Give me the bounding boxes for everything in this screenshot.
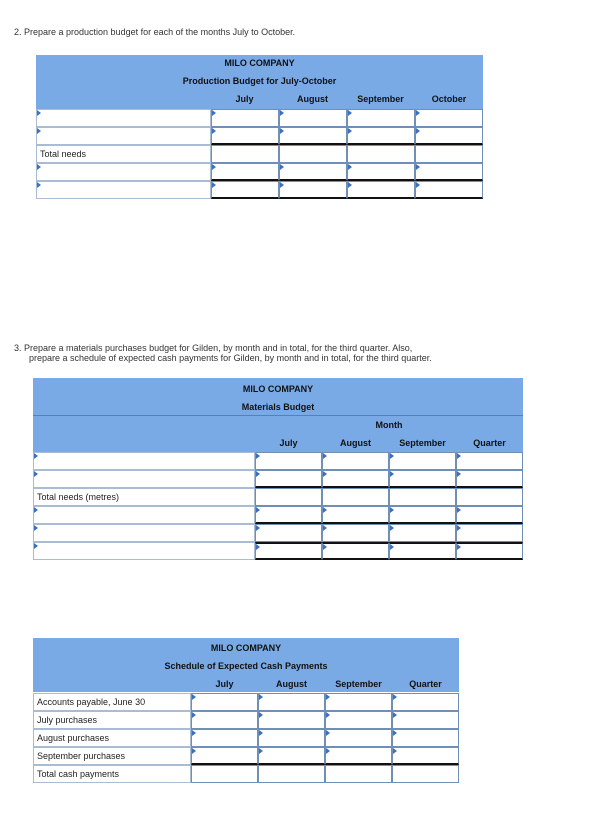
- materials-row-2-september[interactable]: [389, 470, 456, 488]
- materials-row-2-quarter[interactable]: [456, 470, 523, 488]
- materials-company: MILO COMPANY: [242, 384, 314, 394]
- materials-row-2-august[interactable]: [322, 470, 389, 488]
- cash-row-4-august[interactable]: [258, 747, 325, 765]
- production-title: Production Budget for July-October: [182, 76, 337, 86]
- production-total-needs-label: Total needs: [36, 145, 211, 163]
- materials-row-6-august[interactable]: [322, 542, 389, 560]
- materials-col-september: September: [399, 438, 446, 448]
- production-row-4-august[interactable]: [279, 163, 347, 181]
- materials-row-5-quarter[interactable]: [456, 524, 523, 542]
- materials-total-needs-label: Total needs (metres): [33, 488, 255, 506]
- production-row-5-label[interactable]: [36, 181, 211, 199]
- materials-row-1-august[interactable]: [322, 452, 389, 470]
- cash-row-accounts-payable-label: Accounts payable, June 30: [33, 693, 191, 711]
- production-row-2-july[interactable]: [211, 127, 279, 145]
- cash-row-1-july[interactable]: [191, 693, 258, 711]
- materials-row-6-september[interactable]: [389, 542, 456, 560]
- materials-total-september[interactable]: [389, 488, 456, 506]
- production-company: MILO COMPANY: [224, 58, 295, 68]
- materials-row-1-september[interactable]: [389, 452, 456, 470]
- cash-col-july: July: [215, 679, 234, 689]
- cash-row-2-september[interactable]: [325, 711, 392, 729]
- materials-row-4-august[interactable]: [322, 506, 389, 524]
- cash-row-total-label: Total cash payments: [33, 765, 191, 783]
- materials-row-5-label[interactable]: [33, 524, 255, 542]
- materials-row-5-august[interactable]: [322, 524, 389, 542]
- cash-col-september: September: [335, 679, 382, 689]
- materials-row-5-july[interactable]: [255, 524, 322, 542]
- cash-row-3-july[interactable]: [191, 729, 258, 747]
- cash-total-september[interactable]: [325, 765, 392, 783]
- production-row-5-september[interactable]: [347, 181, 415, 199]
- cash-row-september-purchases-label: September purchases: [33, 747, 191, 765]
- production-total-august[interactable]: [279, 145, 347, 163]
- materials-row-5-september[interactable]: [389, 524, 456, 542]
- cash-row-3-september[interactable]: [325, 729, 392, 747]
- question-3-text-line1: 3. Prepare a materials purchases budget for Gilden, by month and in total, for the third quarter. Also,: [14, 343, 413, 353]
- cash-row-2-july[interactable]: [191, 711, 258, 729]
- production-row-4-label[interactable]: [36, 163, 211, 181]
- materials-row-6-july[interactable]: [255, 542, 322, 560]
- question-3-text-line2: prepare a schedule of expected cash payments for Gilden, by month and in total, for the third quarter.: [29, 353, 432, 363]
- cash-row-4-july[interactable]: [191, 747, 258, 765]
- production-col-july: July: [235, 94, 254, 104]
- materials-total-july[interactable]: [255, 488, 322, 506]
- materials-col-july: July: [279, 438, 298, 448]
- production-row-5-october[interactable]: [415, 181, 483, 199]
- materials-title: Materials Budget: [241, 402, 315, 412]
- production-row-4-july[interactable]: [211, 163, 279, 181]
- materials-row-1-quarter[interactable]: [456, 452, 523, 470]
- materials-row-6-label[interactable]: [33, 542, 255, 560]
- cash-row-august-purchases-label: August purchases: [33, 729, 191, 747]
- production-total-september[interactable]: [347, 145, 415, 163]
- cash-row-2-quarter[interactable]: [392, 711, 459, 729]
- materials-row-1-label[interactable]: [33, 452, 255, 470]
- production-row-4-october[interactable]: [415, 163, 483, 181]
- cash-row-1-august[interactable]: [258, 693, 325, 711]
- cash-row-3-august[interactable]: [258, 729, 325, 747]
- cash-company: MILO COMPANY: [210, 643, 282, 653]
- production-row-2-september[interactable]: [347, 127, 415, 145]
- cash-col-quarter: Quarter: [409, 679, 442, 689]
- cash-payments-table: [33, 638, 459, 783]
- cash-row-2-august[interactable]: [258, 711, 325, 729]
- question-2-text: 2. Prepare a production budget for each of the months July to October.: [14, 27, 296, 37]
- production-row-1-september[interactable]: [347, 109, 415, 127]
- materials-row-2-july[interactable]: [255, 470, 322, 488]
- materials-row-1-july[interactable]: [255, 452, 322, 470]
- materials-total-quarter[interactable]: [456, 488, 523, 506]
- production-col-august: August: [297, 94, 328, 104]
- cash-row-july-purchases-label: July purchases: [33, 711, 191, 729]
- cash-total-july[interactable]: [191, 765, 258, 783]
- materials-row-4-label[interactable]: [33, 506, 255, 524]
- production-row-4-september[interactable]: [347, 163, 415, 181]
- materials-budget-table: [33, 378, 523, 560]
- materials-row-4-september[interactable]: [389, 506, 456, 524]
- production-budget-table: [36, 55, 483, 200]
- production-total-july[interactable]: [211, 145, 279, 163]
- materials-row-6-quarter[interactable]: [456, 542, 523, 560]
- production-row-2-label[interactable]: [36, 127, 211, 145]
- production-row-5-august[interactable]: [279, 181, 347, 199]
- materials-row-4-quarter[interactable]: [456, 506, 523, 524]
- production-row-2-october[interactable]: [415, 127, 483, 145]
- cash-title: Schedule of Expected Cash Payments: [164, 661, 328, 671]
- cash-col-august: August: [276, 679, 307, 689]
- cash-total-quarter[interactable]: [392, 765, 459, 783]
- materials-total-august[interactable]: [322, 488, 389, 506]
- materials-col-august: August: [340, 438, 371, 448]
- materials-row-4-july[interactable]: [255, 506, 322, 524]
- production-row-1-july[interactable]: [211, 109, 279, 127]
- production-row-2-august[interactable]: [279, 127, 347, 145]
- production-row-1-label[interactable]: [36, 109, 211, 127]
- production-row-1-october[interactable]: [415, 109, 483, 127]
- production-row-5-july[interactable]: [211, 181, 279, 199]
- cash-row-4-quarter[interactable]: [392, 747, 459, 765]
- materials-month-header: Month: [375, 420, 403, 430]
- production-total-october[interactable]: [415, 145, 483, 163]
- cash-total-august[interactable]: [258, 765, 325, 783]
- cash-row-3-quarter[interactable]: [392, 729, 459, 747]
- production-col-september: September: [357, 94, 404, 104]
- cash-row-1-september[interactable]: [325, 693, 392, 711]
- materials-row-2-label[interactable]: [33, 470, 255, 488]
- cash-row-4-september[interactable]: [325, 747, 392, 765]
- production-col-october: October: [431, 94, 467, 104]
- production-row-1-august[interactable]: [279, 109, 347, 127]
- cash-row-1-quarter[interactable]: [392, 693, 459, 711]
- materials-col-quarter: Quarter: [473, 438, 506, 448]
